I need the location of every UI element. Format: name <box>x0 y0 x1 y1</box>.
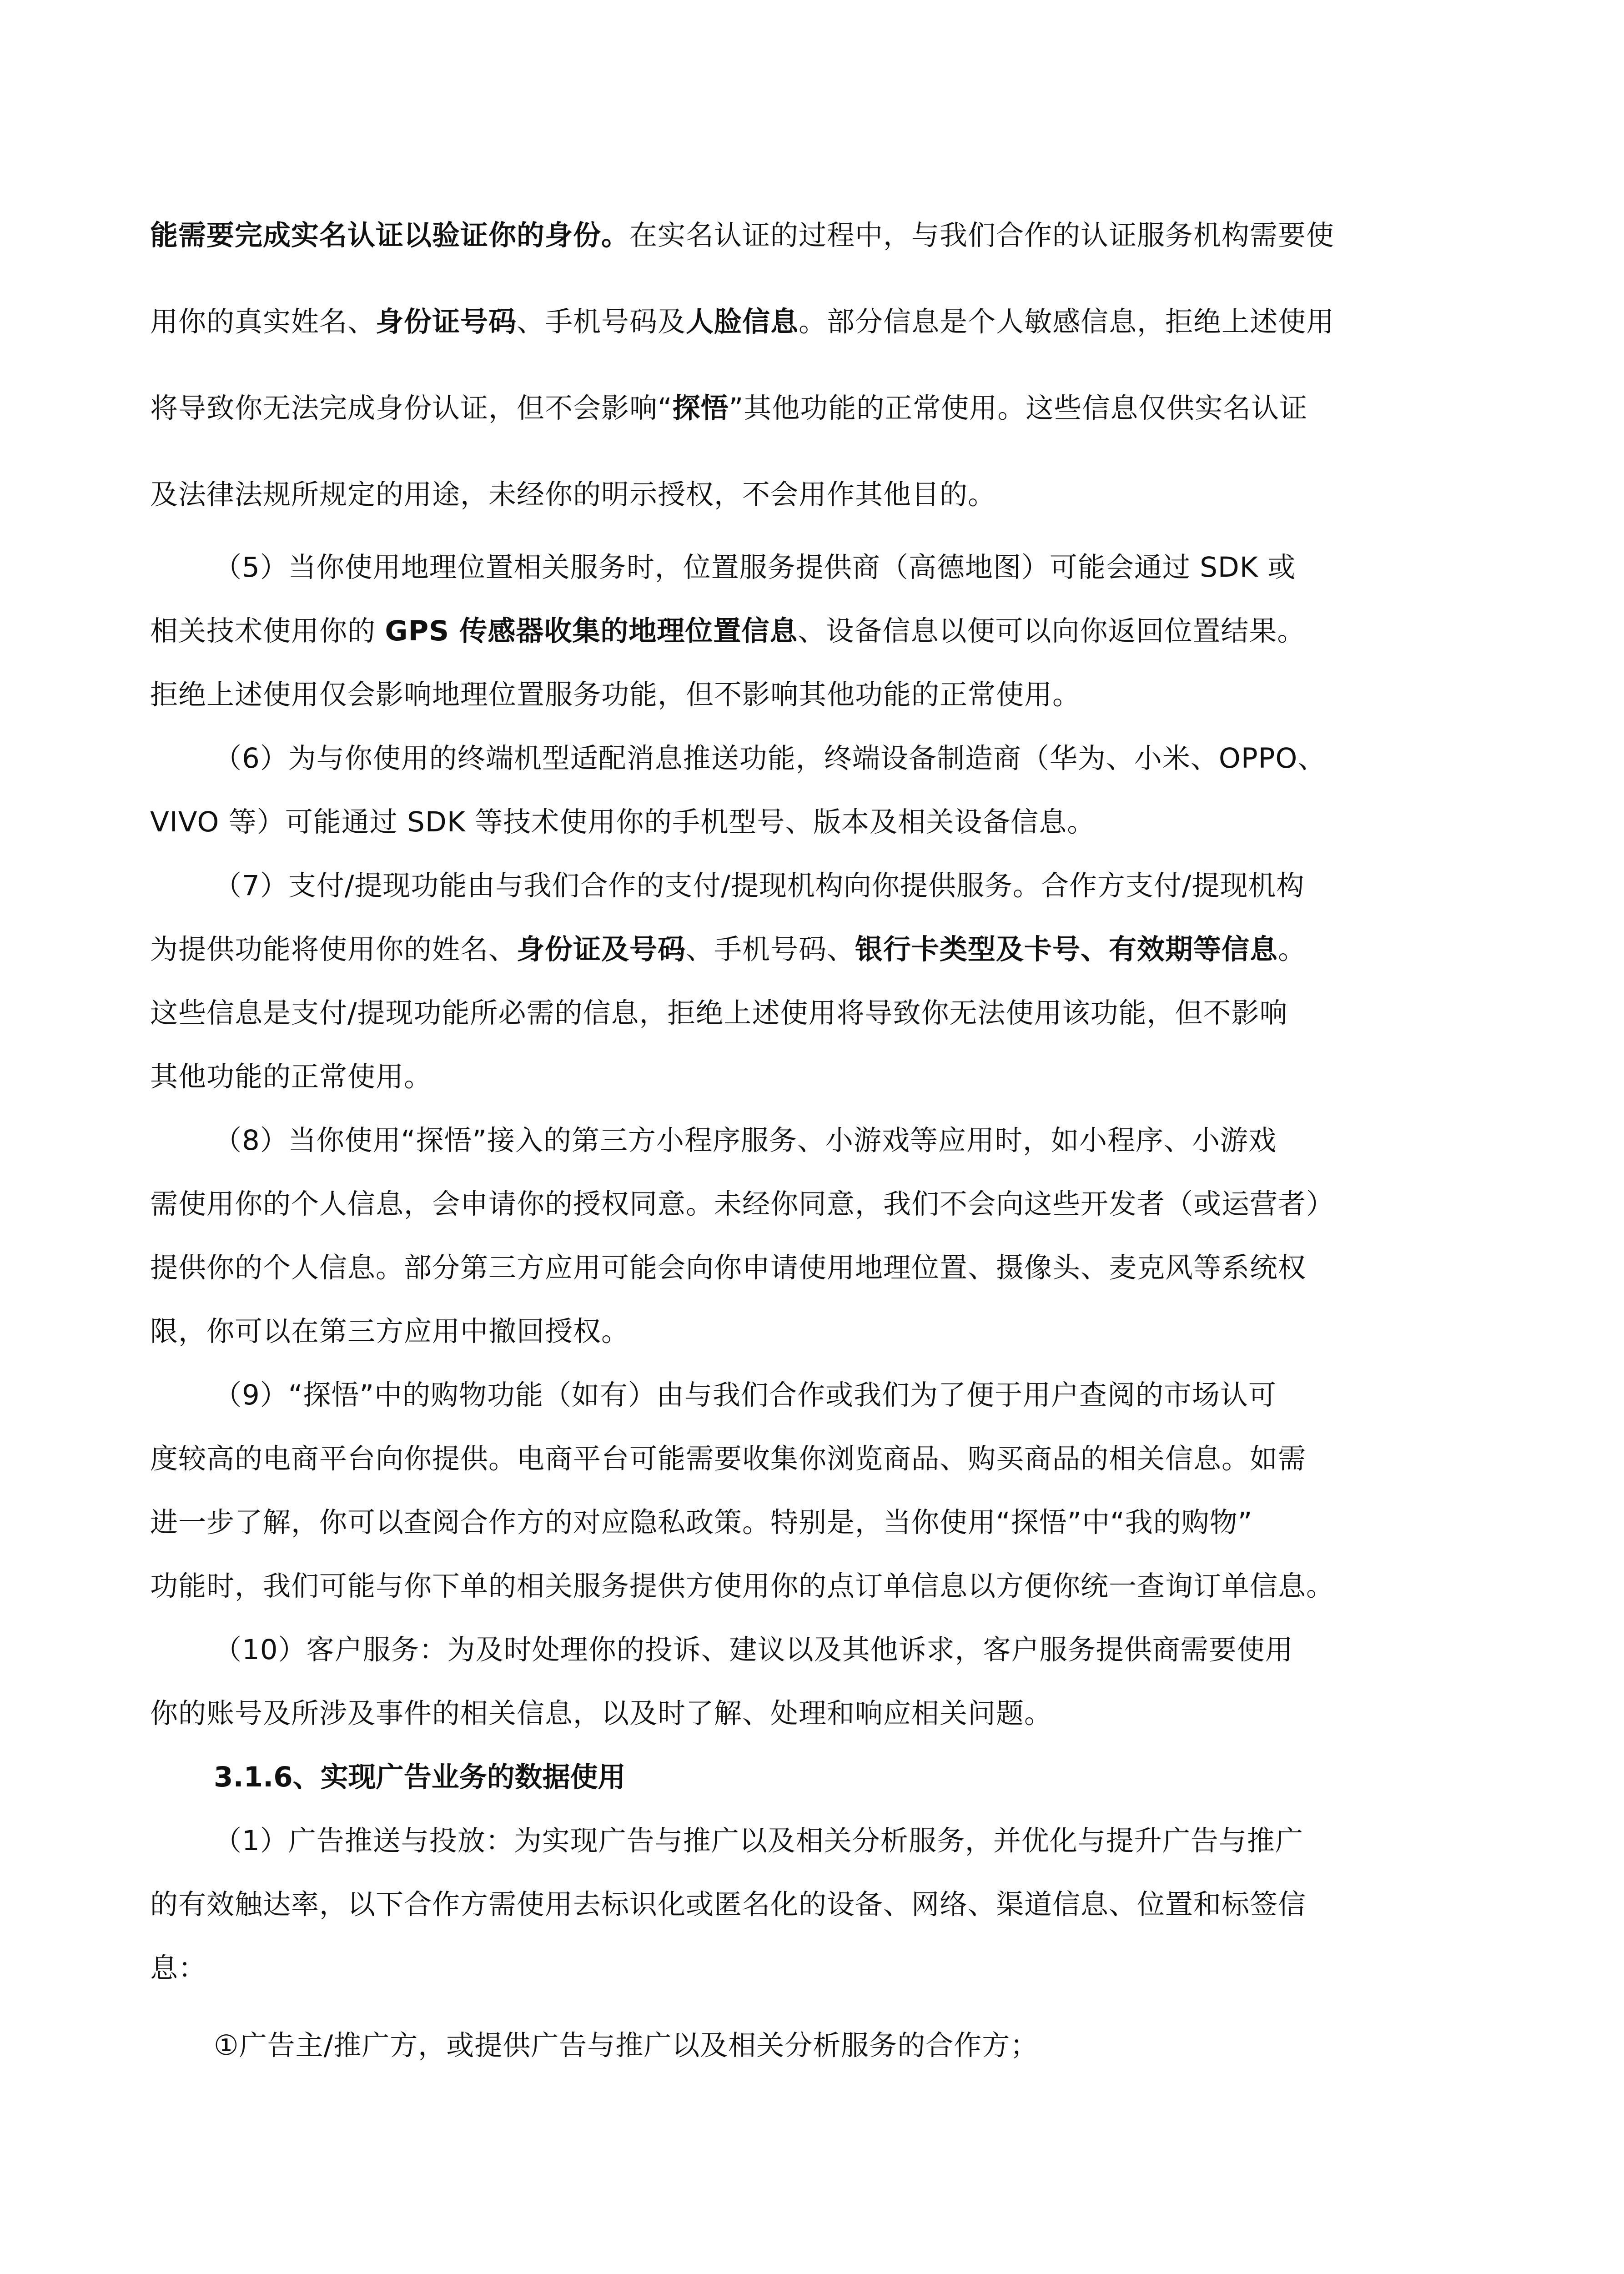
paragraph-line <box>150 1504 1252 1541</box>
text: 拒绝上述使用仅会影响地理位置服务功能，但不影响其他功能的正常使用。 <box>150 679 1081 711</box>
bold-text: 身份证号码 <box>376 306 517 338</box>
paragraph-line <box>150 217 1334 254</box>
paragraph-line <box>150 477 996 513</box>
text: （7）支付/提现功能由与我们合作的支付/提现机构向你提供服务。合作方支付/提现机构 <box>214 870 1305 902</box>
paragraph-line <box>150 1695 1052 1732</box>
paragraph-line <box>214 1632 1293 1668</box>
text: 。 <box>1278 933 1307 966</box>
text: 你的账号及所涉及事件的相关信息，以及时了解、处理和响应相关问题。 <box>150 1697 1053 1730</box>
bold-text: 身份证及号码 <box>517 933 686 966</box>
bold-text: 能需要完成实名认证以验证你的身份。 <box>150 219 630 252</box>
paragraph-line <box>150 1313 629 1350</box>
text: 其他功能的正常使用。 <box>150 1061 432 1093</box>
section-heading: 3.1.6、实现广告业务的数据使用 <box>214 1761 626 1793</box>
paragraph-line <box>150 613 1305 649</box>
text: 进一步了解，你可以查阅合作方的对应隐私政策。特别是，当你使用“探悟”中“我的购物” <box>150 1506 1253 1539</box>
paragraph-line <box>150 304 1334 340</box>
paragraph-line <box>150 677 1081 713</box>
paragraph-line <box>214 1122 1277 1159</box>
paragraph-line <box>150 1441 1306 1477</box>
text: 将导致你无法完成身份认证，但不会影响“ <box>150 392 673 424</box>
text: 在实名认证的过程中，与我们合作的认证服务机构需要使 <box>629 219 1335 252</box>
paragraph-line <box>150 1568 1334 1605</box>
paragraph-line <box>150 995 1288 1031</box>
text: 提供你的个人信息。部分第三方应用可能会向你申请使用地理位置、摄像头、麦克风等系统权 <box>150 1252 1307 1284</box>
text: 这些信息是支付/提现功能所必需的信息，拒绝上述使用将导致你无法使用该功能，但不影响 <box>150 997 1288 1029</box>
text: （1）广告推送与投放：为实现广告与推广以及相关分析服务，并优化与提升广告与推广 <box>214 1825 1303 1857</box>
text: VIVO 等）可能通过 SDK 等技术使用你的手机型号、版本及相关设备信息。 <box>150 806 1096 838</box>
bold-text: 探悟 <box>672 392 729 424</box>
text: （6）为与你使用的终端机型适配消息推送功能，终端设备制造商（华为、小米、OPPO、 <box>214 742 1326 775</box>
text: 为提供功能将使用你的姓名、 <box>150 933 517 966</box>
paragraph-line <box>214 740 1326 777</box>
paragraph-line <box>150 931 1306 968</box>
bold-text: GPS 传感器收集的地理位置信息 <box>385 615 798 647</box>
text: 息： <box>150 1952 207 1984</box>
paragraph-line <box>150 1186 1334 1223</box>
text: 度较高的电商平台向你提供。电商平台可能需要收集你浏览商品、购买商品的相关信息。如需 <box>150 1443 1307 1475</box>
paragraph-line <box>214 868 1304 904</box>
text: 限，你可以在第三方应用中撤回授权。 <box>150 1315 630 1348</box>
text: 用你的真实姓名、 <box>150 306 376 338</box>
text: ”其他功能的正常使用。这些信息仅供实名认证 <box>729 392 1308 424</box>
text: 相关技术使用你的 <box>150 615 385 647</box>
text: 需使用你的个人信息，会申请你的授权同意。未经你同意，我们不会向这些开发者（或运营者） <box>150 1188 1335 1220</box>
paragraph-line <box>214 1823 1303 1859</box>
bold-text: 银行卡类型及卡号、有效期等信息 <box>855 933 1278 966</box>
text: （8）当你使用“探悟”接入的第三方小程序服务、小游戏等应用时，如小程序、小游戏 <box>214 1124 1277 1157</box>
paragraph-line <box>150 1250 1306 1286</box>
text: （10）客户服务：为及时处理你的投诉、建议以及其他诉求，客户服务提供商需要使用 <box>214 1634 1293 1666</box>
text: ①广告主/推广方，或提供广告与推广以及相关分析服务的合作方； <box>214 2029 1039 2062</box>
list-item <box>214 2027 1038 2064</box>
text: （5）当你使用地理位置相关服务时，位置服务提供商（高德地图）可能会通过 SDK 或 <box>214 551 1296 584</box>
paragraph-line <box>150 390 1307 427</box>
bold-text: 人脸信息 <box>686 306 799 338</box>
text: 。部分信息是个人敏感信息，拒绝上述使用 <box>799 306 1335 338</box>
text: 的有效触达率，以下合作方需使用去标识化或匿名化的设备、网络、渠道信息、位置和标签信 <box>150 1888 1307 1921</box>
text: （9）“探悟”中的购物功能（如有）由与我们合作或我们为了便于用户查阅的市场认可 <box>214 1379 1277 1411</box>
text: 、手机号码、 <box>686 933 855 966</box>
text: 、手机号码及 <box>517 306 686 338</box>
paragraph-line <box>214 1377 1277 1414</box>
text: 功能时，我们可能与你下单的相关服务提供方使用你的点订单信息以方便你统一查询订单信息。 <box>150 1570 1335 1602</box>
text: 及法律法规所规定的用途，未经你的明示授权，不会用作其他目的。 <box>150 478 996 511</box>
text: 、设备信息以便可以向你返回位置结果。 <box>798 615 1306 647</box>
paragraph-line <box>150 1887 1306 1923</box>
paragraph-line <box>150 1950 206 1987</box>
paragraph-line <box>214 549 1296 586</box>
paragraph-line <box>150 1059 432 1095</box>
paragraph-line <box>150 804 1095 840</box>
